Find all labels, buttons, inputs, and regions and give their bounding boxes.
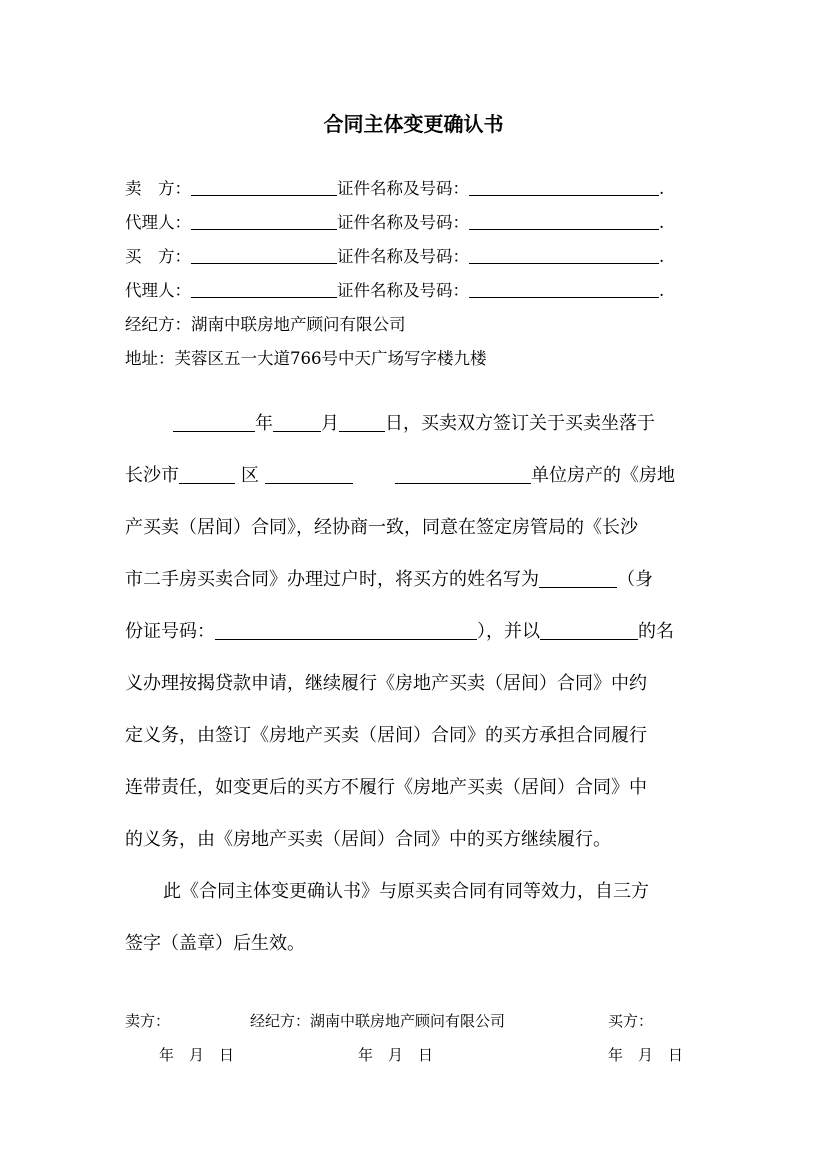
row-end: . <box>659 179 665 198</box>
city-label: 长沙市 <box>125 465 179 486</box>
seller-signature-label: 卖方： <box>125 1012 171 1030</box>
id-blank[interactable] <box>469 279 659 298</box>
party-row-seller <box>125 172 715 206</box>
name-blank[interactable] <box>191 211 337 230</box>
body-line: 市二手房买卖合同》办理过户时，将买方的姓名写为 <box>125 569 539 590</box>
party-row-seller-agent <box>125 206 715 240</box>
body-line: 义办理按揭贷款申请，继续履行《房地产买卖（居间）合同》中约 <box>125 673 647 694</box>
year-blank[interactable] <box>173 411 255 432</box>
month-blank[interactable] <box>273 411 321 432</box>
party-label: 代理人： <box>125 213 191 232</box>
year-label: 年 <box>255 413 273 434</box>
party-row-buyer-agent <box>125 274 715 308</box>
paragraph-1 <box>125 398 703 866</box>
party-label: 卖 方： <box>125 179 191 198</box>
id-number-blank[interactable] <box>215 619 477 640</box>
address-line: 地址：芙蓉区五一大道766号中天广场写字楼九楼 <box>125 349 487 368</box>
row-end: . <box>659 213 665 232</box>
day-label: 日，买卖双方签订关于买卖坐落于 <box>385 413 655 434</box>
id-label: 证件名称及号码： <box>337 247 469 266</box>
buyer-date: 年 月 日 <box>608 1046 684 1064</box>
party-row-buyer <box>125 240 715 274</box>
party-label: 买 方： <box>125 247 191 266</box>
id-blank[interactable] <box>469 177 659 196</box>
city-blank[interactable] <box>179 463 235 484</box>
body-line: 份证号码： <box>125 621 215 642</box>
agent-signature-label: 经纪方：湖南中联房地产顾问有限公司 <box>250 1012 506 1030</box>
name-blank[interactable] <box>191 279 337 298</box>
id-label: 证件名称及号码： <box>337 281 469 300</box>
id-label: 证件名称及号码： <box>337 179 469 198</box>
body-line: 定义务，由签订《房地产买卖（居间）合同》的买方承担合同履行 <box>125 725 647 746</box>
name-blank[interactable] <box>191 177 337 196</box>
body-line: ），并以 <box>477 621 540 642</box>
loan-name-blank[interactable] <box>540 619 638 640</box>
document-title: 合同主体变更确认书 <box>323 112 504 136</box>
district-label: 区 <box>241 465 259 486</box>
seller-date: 年 月 日 <box>159 1046 235 1064</box>
body-line: 的名 <box>638 621 674 642</box>
body-line: 连带责任，如变更后的买方不履行《房地产买卖（居间）合同》中 <box>125 777 647 798</box>
day-blank[interactable] <box>339 411 385 432</box>
contract-body <box>125 398 703 970</box>
agent-date: 年 月 日 <box>358 1046 434 1064</box>
body-line: 的义务，由《房地产买卖（居间）合同》中的买方继续履行。 <box>125 829 611 850</box>
id-blank[interactable] <box>469 211 659 230</box>
district-blank[interactable] <box>265 463 353 484</box>
row-end: . <box>659 247 665 266</box>
signature-block <box>125 1010 725 1078</box>
name-blank[interactable] <box>191 245 337 264</box>
body-line: 签字（盖章）后生效。 <box>125 933 305 954</box>
row-end: . <box>659 281 665 300</box>
month-label: 月 <box>321 413 339 434</box>
paragraph-2 <box>125 866 703 970</box>
body-line: 此《合同主体变更确认书》与原买卖合同有同等效力，自三方 <box>163 881 649 902</box>
buyer-name-blank[interactable] <box>539 567 617 588</box>
unit-label: 单位房产的《房地 <box>531 465 675 486</box>
party-label: 代理人： <box>125 281 191 300</box>
body-line: 产买卖（居间）合同》，经协商一致，同意在签定房管局的《长沙 <box>125 517 638 538</box>
id-blank[interactable] <box>469 245 659 264</box>
body-line: （身 <box>617 569 653 590</box>
id-label: 证件名称及号码： <box>337 213 469 232</box>
agent-line: 经纪方：湖南中联房地产顾问有限公司 <box>125 315 406 334</box>
unit-blank[interactable] <box>395 463 531 484</box>
buyer-signature-label: 买方： <box>608 1012 654 1030</box>
party-info <box>125 172 715 376</box>
